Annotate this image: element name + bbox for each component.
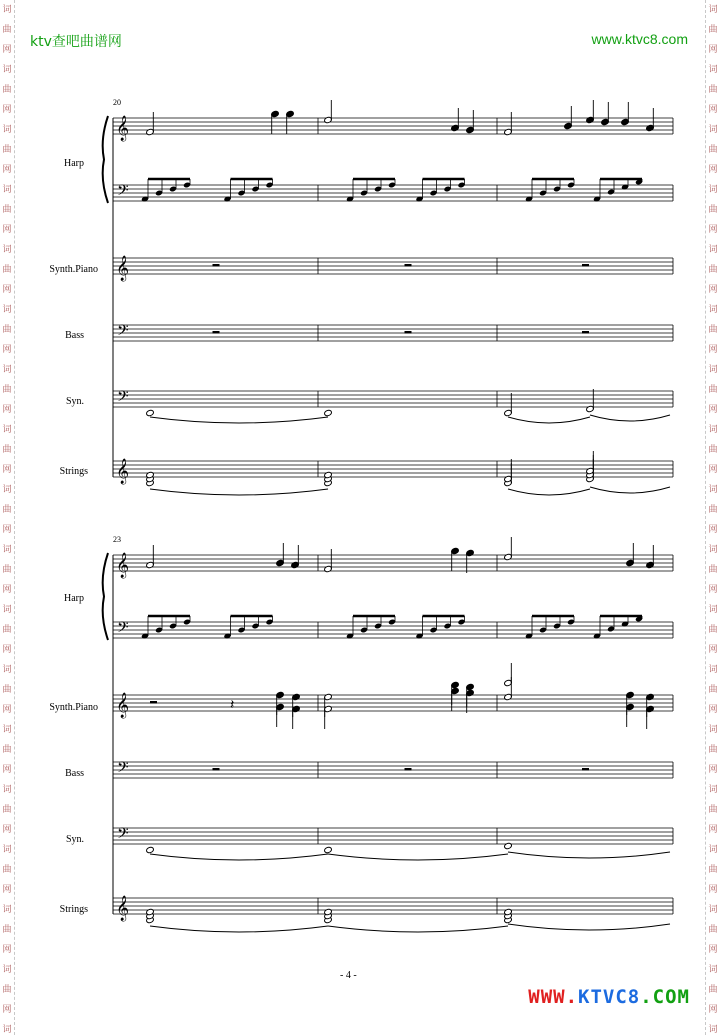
instrument-label-synth-piano: Synth.Piano bbox=[49, 702, 98, 713]
instrument-label-strings: Strings bbox=[59, 904, 88, 915]
bass-clef-icon: 𝄢 bbox=[117, 619, 129, 640]
treble-clef-icon: 𝄞 bbox=[116, 459, 130, 484]
whole-note bbox=[146, 409, 155, 416]
footer-logo-part-2: KTVC8 bbox=[578, 986, 641, 1008]
page-number: - 4 - bbox=[340, 970, 357, 981]
tie-curve bbox=[150, 854, 328, 860]
site-url-header: www.ktvc8.com bbox=[591, 31, 688, 47]
whole-rest bbox=[213, 331, 220, 334]
whole-rest bbox=[582, 331, 589, 334]
whole-note bbox=[504, 842, 513, 849]
instrument-label-harp: Harp bbox=[64, 593, 84, 604]
instrument-label-syn: Syn. bbox=[65, 834, 84, 845]
whole-rest bbox=[213, 264, 220, 267]
tie-curve bbox=[508, 489, 590, 495]
quarter-rest-icon: 𝄽 bbox=[230, 697, 235, 713]
instrument-label-harp: Harp bbox=[64, 158, 84, 169]
tie-curve bbox=[150, 417, 328, 423]
tie-curve bbox=[328, 926, 508, 932]
tie-curve bbox=[328, 854, 508, 860]
bass-clef-icon: 𝄢 bbox=[117, 388, 129, 409]
tie-curve bbox=[150, 489, 328, 495]
treble-clef-icon: 𝄞 bbox=[116, 256, 130, 281]
whole-note bbox=[146, 846, 155, 853]
side-watermark-left: 词 曲 网 词 曲 网 词 曲 网 词 曲 网 词 曲 网 词 曲 网 词 曲 网 词 曲 网 词 曲 网 词 曲 网 词 曲 网 词 曲 网 词 曲 网 词 曲 网 词 曲 网 词 曲 网 词 曲 网 词 bbox=[0, 0, 15, 1035]
grand-staff-brace bbox=[103, 553, 108, 640]
whole-note bbox=[324, 409, 333, 416]
instrument-label-synth-piano: Synth.Piano bbox=[49, 264, 98, 275]
tie-curve bbox=[150, 926, 328, 932]
bass-clef-icon: 𝄢 bbox=[117, 322, 129, 343]
bass-clef-icon: 𝄢 bbox=[117, 759, 129, 780]
instrument-label-bass: Bass bbox=[65, 768, 84, 779]
whole-rest bbox=[582, 768, 589, 771]
tie-curve bbox=[508, 417, 590, 423]
whole-rest bbox=[150, 701, 157, 704]
treble-clef-icon: 𝄞 bbox=[116, 896, 130, 921]
footer-site-logo bbox=[528, 986, 690, 1008]
whole-rest bbox=[582, 264, 589, 267]
whole-rest bbox=[405, 768, 412, 771]
tie-curve bbox=[508, 924, 670, 930]
measure-number-system-2: 23 bbox=[113, 535, 121, 544]
site-name-header: ktv查吧曲谱网 bbox=[30, 34, 122, 50]
whole-rest bbox=[213, 768, 220, 771]
whole-rest bbox=[405, 264, 412, 267]
tie-curve bbox=[508, 852, 670, 858]
measure-number-system-1: 20 bbox=[113, 98, 121, 107]
treble-clef-icon: 𝄞 bbox=[116, 693, 130, 718]
footer-logo-part-3: .COM bbox=[640, 986, 690, 1008]
grand-staff-brace bbox=[103, 116, 108, 203]
treble-clef-icon: 𝄞 bbox=[116, 553, 130, 578]
footer-logo-part-1: WWW. bbox=[528, 986, 579, 1008]
whole-rest bbox=[405, 331, 412, 334]
tie-curve bbox=[590, 487, 670, 493]
bass-clef-icon: 𝄢 bbox=[117, 825, 129, 846]
side-watermark-right: 词 曲 网 词 曲 网 词 曲 网 词 曲 网 词 曲 网 词 曲 网 词 曲 网 词 曲 网 词 曲 网 词 曲 网 词 曲 网 词 曲 网 词 曲 网 词 曲 网 词 曲 网 词 曲 网 词 曲 网 词 bbox=[705, 0, 720, 1035]
instrument-label-strings: Strings bbox=[59, 466, 88, 477]
instrument-label-bass: Bass bbox=[65, 330, 84, 341]
bass-clef-icon: 𝄢 bbox=[117, 182, 129, 203]
instrument-label-syn: Syn. bbox=[65, 396, 84, 407]
whole-note bbox=[324, 846, 333, 853]
treble-clef-icon: 𝄞 bbox=[116, 116, 130, 141]
tie-curve bbox=[590, 415, 670, 421]
